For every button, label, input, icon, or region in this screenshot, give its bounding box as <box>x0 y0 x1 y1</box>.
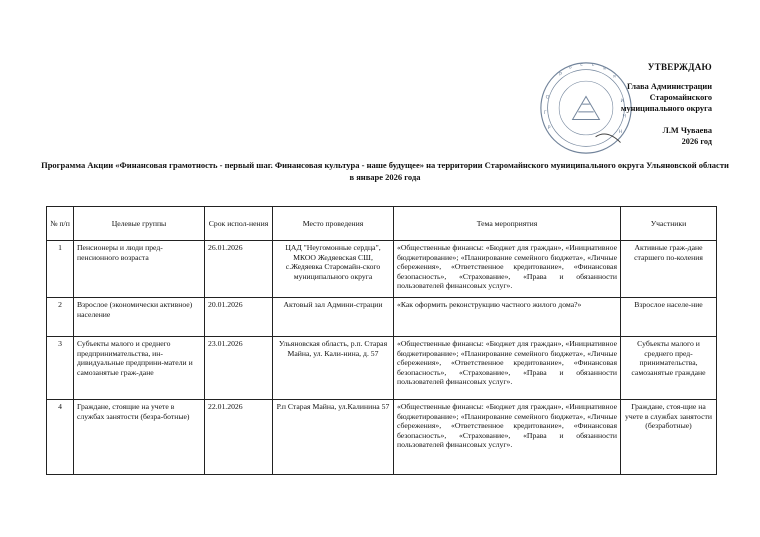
svg-text:с: с <box>591 62 595 68</box>
approval-header: УТВЕРЖДАЮ <box>647 62 712 72</box>
svg-text:Г: Г <box>543 110 547 116</box>
row-number: 2 <box>47 298 74 337</box>
header-place: Место проведения <box>273 207 394 241</box>
approval-block <box>552 62 712 147</box>
svg-text:Р: Р <box>559 72 563 78</box>
row-topic: «Как оформить реконструкцию частного жилого дома?» <box>394 298 621 337</box>
row-participants: Субъекты малого и среднего пред-принимательства, самозанятые граждане <box>621 337 717 400</box>
approval-position-line-1: Глава Администрации <box>627 82 712 91</box>
svg-text:Н: Н <box>622 114 627 120</box>
row-target-group: Субъекты малого и среднего предпринимательства, ин-дивидуальные предприни-матели и самозанятые граж-дане <box>74 337 205 400</box>
svg-text:И: И <box>620 99 625 105</box>
approval-position-line-2: Старомайнского <box>649 93 712 102</box>
row-date: 23.01.2026 <box>205 337 273 400</box>
svg-text:и: и <box>603 66 607 72</box>
row-place: Ульяновская область, р.п. Старая Майна, ул. Кали-нина, д. 57 <box>273 337 394 400</box>
header-topic: Тема мероприятия <box>394 207 621 241</box>
row-number: 4 <box>47 400 74 475</box>
row-place: Р.п Старая Майна, ул.Калинина 57 <box>273 400 394 475</box>
program-table <box>46 206 717 475</box>
row-topic: «Общественные финансы: «Бюджет для граждан», «Инициативное бюджетирование»; «Планирование семейного бюджета», «Личные сбережения», «Ответственное кредитование», «Финансовая безопасность», «Страхование», «Права и обязанности пользователей финансовых услуг». <box>394 241 621 298</box>
svg-text:я: я <box>612 74 616 80</box>
row-place: ЦАД "Неугомонные сердца", МКОО Жедяевская СШ, с.Жедяевка Старомайн-ского муниципального округа <box>273 241 394 298</box>
table-row <box>47 241 717 298</box>
approval-position-line-3: муниципального округа <box>620 104 712 113</box>
table-row <box>47 337 717 400</box>
row-place: Актовый зал Админи-страции <box>273 298 394 337</box>
row-date: 20.01.2026 <box>205 298 273 337</box>
row-target-group: Пенсионеры и люди пред-пенсионного возраста <box>74 241 205 298</box>
row-participants: Взрослое населе-ние <box>621 298 717 337</box>
svg-text:Н: Н <box>618 129 623 135</box>
approval-signature: Л.М Чуваева <box>662 126 712 135</box>
row-date: 26.01.2026 <box>205 241 273 298</box>
svg-text:о: о <box>568 65 572 71</box>
header-number: № п/п <box>47 207 74 241</box>
svg-text:с: с <box>580 62 583 68</box>
approval-date: 2026 год <box>681 137 712 146</box>
header-participants: Участники <box>621 207 717 241</box>
row-number: 3 <box>47 337 74 400</box>
row-participants: Активные граж-дане старшего по-коления <box>621 241 717 298</box>
svg-text:О: О <box>545 95 550 101</box>
table-header-row <box>47 207 717 241</box>
header-target-groups: Целевые группы <box>74 207 205 241</box>
row-topic: «Общественные финансы: «Бюджет для граждан», «Инициативное бюджетирование»; «Планирование семейного бюджета», «Личные сбережения», «Ответственное кредитование», «Финансовая безопасность», «Страхование», «Права и обязанности пользователей финансовых услуг». <box>394 400 621 475</box>
svg-text:Р: Р <box>547 126 551 132</box>
row-number: 1 <box>47 241 74 298</box>
header-date: Срок испол-нения <box>205 207 273 241</box>
table-row <box>47 400 717 475</box>
table-row <box>47 298 717 337</box>
row-topic: «Общественные финансы: «Бюджет для граждан», «Инициативное бюджетирование»; «Планирование семейного бюджета», «Личные сбережения», «Ответственное кредитование», «Финансовая безопасность», «Страхование», «Права и обязанности пользователей финансовых услуг». <box>394 337 621 400</box>
row-participants: Граждане, стоя-щие на учете в службах занятости (безработные) <box>621 400 717 475</box>
row-target-group: Взрослое (экономически активное) население <box>74 298 205 337</box>
document-title: Программа Акции «Финансовая грамотность - первый шаг. Финансовая культура - наше будущее» на территории Старомайнского муниципального округа Ульяновской области в январе 2026 года <box>41 160 729 182</box>
row-target-group: Граждане, стоящие на учете в службах занятости (безра-ботные) <box>74 400 205 475</box>
row-date: 22.01.2026 <box>205 400 273 475</box>
